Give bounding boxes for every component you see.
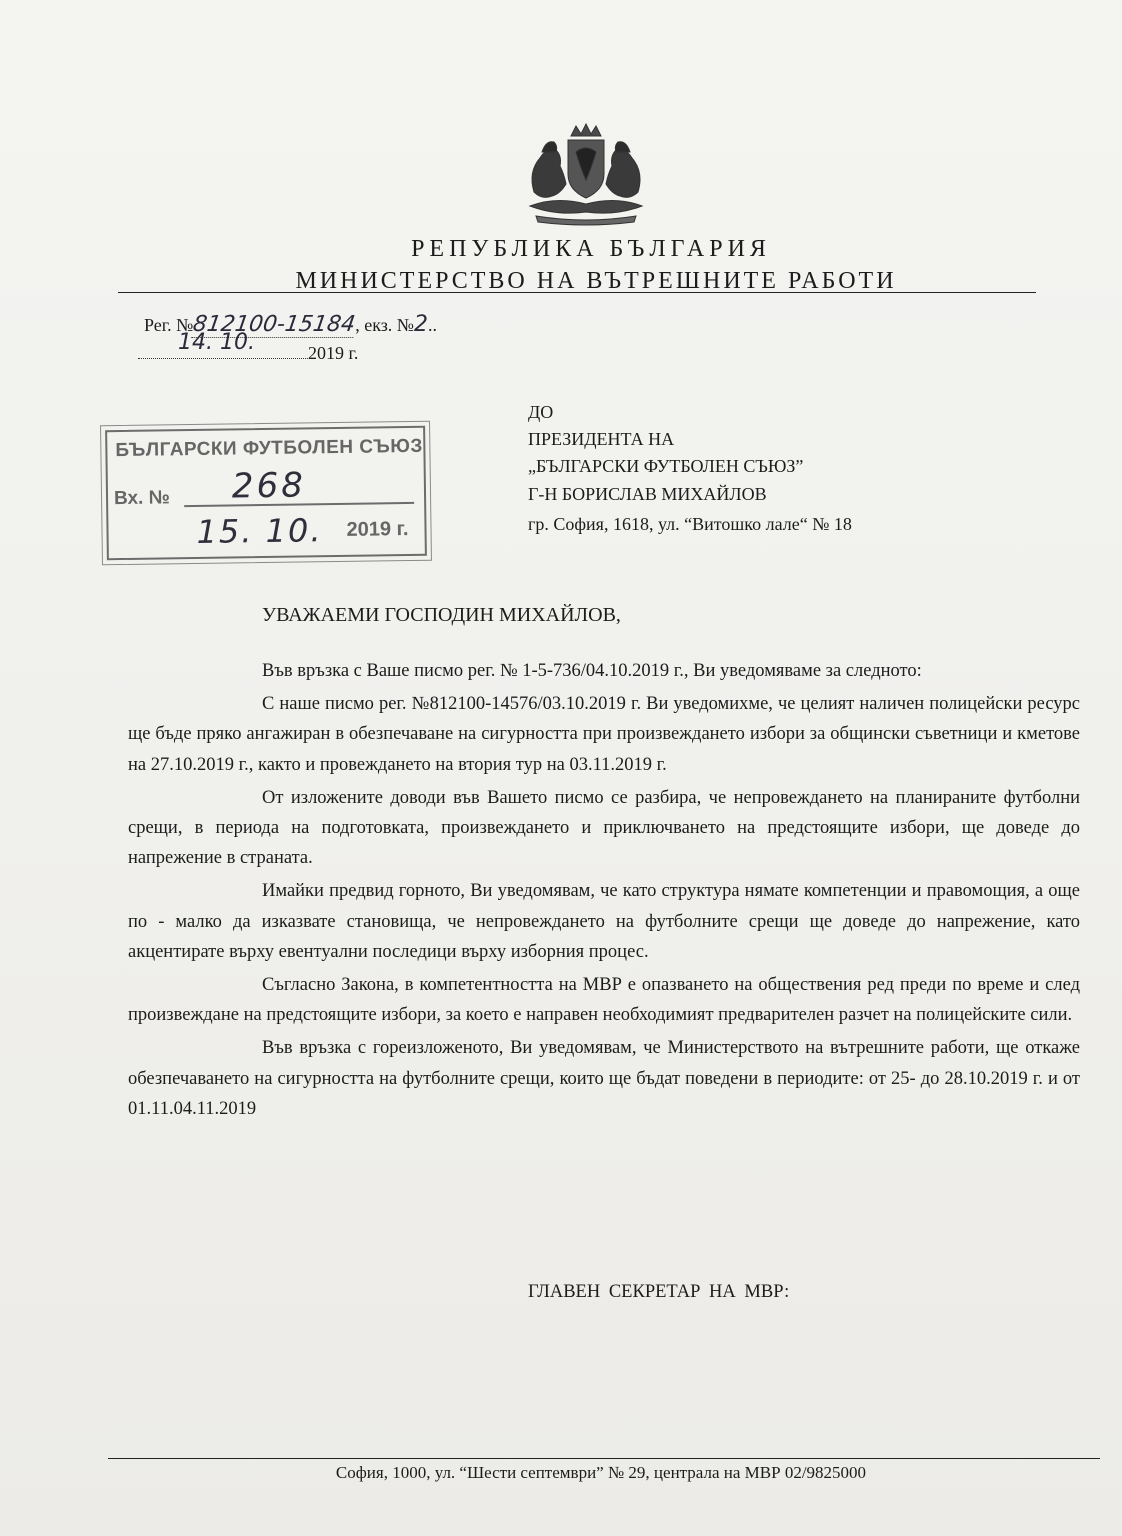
signature-title: ГЛАВЕН СЕКРЕТАР НА МВР: (528, 1282, 790, 1302)
copy-number: 2 (413, 312, 428, 337)
registration-date (138, 330, 359, 364)
incoming-stamp (105, 426, 427, 560)
addressee-address: гр. София, 1618, ул. “Витошко лале“ № 18 (528, 514, 852, 534)
copy-label: , екз. № (355, 315, 414, 335)
header-divider (118, 292, 1036, 293)
addressee-organization: „БЪЛГАРСКИ ФУТБОЛЕН СЪЮЗ” (528, 456, 804, 476)
footer-address: София, 1000, ул. “Шести септември” № 29, централа на МВР 02/9825000 (335, 1463, 867, 1482)
coat-of-arms-icon (516, 122, 656, 226)
stamp-incoming-number: 268 (231, 465, 307, 507)
reg-date-suffix: 2019 г. (308, 343, 359, 363)
reg-label: Рег. № (144, 315, 194, 335)
body-paragraph: От изложените доводи във Вашето писмо се разбира, че непровеждането на планираните футболни срещи, в периода на подготовката, произвеждането и приключването на предстоящите избори, ще доведе до напрежение в страната. (128, 787, 1080, 869)
reg-number: 812100-15184 (191, 312, 358, 337)
salutation: УВАЖАЕМИ ГОСПОДИН МИХАЙЛОВ, (262, 604, 621, 626)
body-paragraph: Във връзка с гореизложеното, Ви уведомявам, че Министерството на вътрешните работи, ще откаже обезпечаването на сигурността на футболните срещи, които ще бъдат поведени в периодите: от 25- до 28.10.2019 г. и от 01.11.04.11.2019 (128, 1038, 1080, 1119)
ministry-title: МИНИСТЕРСТВО НА ВЪТРЕШНИТЕ РАБОТИ (295, 268, 897, 294)
copy-suffix: .. (427, 315, 437, 335)
body-paragraph: Във връзка с Ваше писмо рег. № 1-5-736/04.10.2019 г., Ви уведомяваме за следното: (262, 661, 922, 681)
country-title: РЕПУБЛИКА БЪЛГАРИЯ (411, 236, 771, 262)
addressee-to: ДО (528, 402, 554, 422)
stamp-number-line (184, 502, 414, 507)
body-paragraph: Имайки предвид горното, Ви уведомявам, че като структура нямате компетенции и правомощия, а още по - малко да изказвате становища, че непровеждането на футболните срещи ще доведе до напрежение, като акцентирате върху евентуални последици върху изборния процес. (128, 881, 1080, 962)
addressee-title: ПРЕЗИДЕНТА НА (528, 429, 675, 449)
stamp-incoming-label: Вх. № (113, 487, 170, 510)
stamp-year: 2019 г. (346, 518, 409, 541)
reg-date-handwritten: 14. 10. (178, 330, 255, 355)
footer-divider (108, 1458, 1100, 1459)
body-paragraph: С наше писмо рег. №812100-14576/03.10.2019 г. Ви уведомихме, че целият наличен полицейски ресурс ще бъде пряко ангажиран в обезпечаване на сигурността при произвеждането избори за общински съветници и кметове на 27.10.2019 г., както и провеждането на втория тур на 03.11.2019 г. (128, 694, 1080, 775)
body-paragraph: Съгласно Закона, в компетентността на МВР е опазването на обществения ред преди по време и след произвеждане на предстоящите избори, за което е направен необходимият предварителен разчет на полицейските сили. (128, 975, 1080, 1026)
stamp-date: 15. 10. (196, 511, 323, 551)
stamp-organization: БЪЛГАРСКИ ФУТБОЛЕН СЪЮЗ (115, 435, 423, 462)
letter-body (128, 656, 1080, 1124)
addressee-name: Г-Н БОРИСЛАВ МИХАЙЛОВ (528, 484, 767, 504)
